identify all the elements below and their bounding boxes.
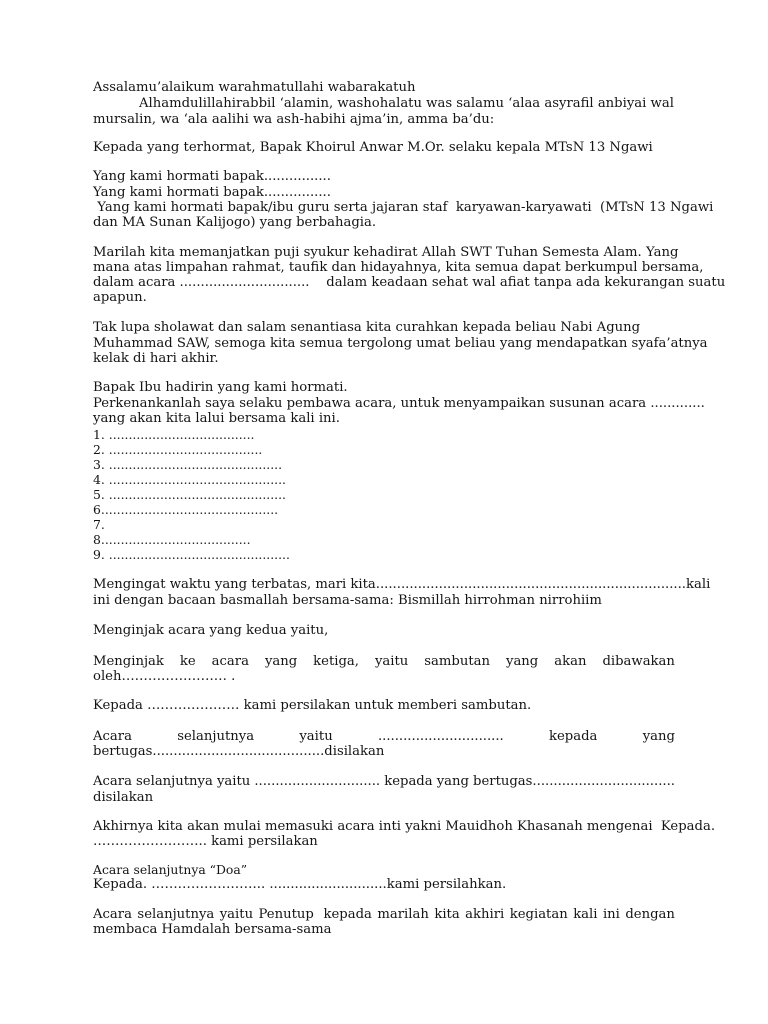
word: selanjutnya <box>137 907 215 922</box>
address-line-4b: dan MA Sunan Kalijogo) yang berbahagia. <box>93 215 377 230</box>
word: yaitu <box>219 907 254 922</box>
agenda-item: 6............................................. <box>93 502 279 517</box>
intro-line-2: Perkenankanlah saya selaku pembawa acara, untuk menyampaikan susunan acara ............. <box>93 396 705 411</box>
third-item-line-1 <box>93 654 675 670</box>
word: ini <box>602 907 620 922</box>
agenda-item: 9. .............................................. <box>93 547 290 562</box>
next-item-a-line-2: bertugas.........................................disilakan <box>93 744 385 759</box>
word: dengan <box>625 907 675 922</box>
next-item-b-line-2: disilakan <box>93 790 154 805</box>
word: yaitu <box>299 729 333 744</box>
word: Menginjak <box>93 654 164 669</box>
agenda-item: 2. ....................................... <box>93 442 263 457</box>
word: yaitu <box>374 654 409 669</box>
intro-line-1: Bapak Ibu hadirin yang kami hormati. <box>93 380 348 395</box>
address-line-3: Yang kami hormati bapak................ <box>93 185 331 200</box>
next-item-b-line-1 <box>93 774 675 790</box>
praise-line-3: dalam acara ............................... dalam keadaan sehat wal afiat tanpa ada kekurangan suatu <box>93 275 726 290</box>
word: Acara <box>93 907 132 922</box>
word: .............................. <box>254 774 381 789</box>
agenda-item: 8...................................... <box>93 532 251 547</box>
word: kepada <box>319 907 372 922</box>
praise-line-2: mana atas limpahan rahmat, taufik dan hidayahnya, kita semua dapat berkumpul bersama, <box>93 260 704 275</box>
closing-line-1 <box>93 907 675 923</box>
second-item: Menginjak acara yang kedua yaitu, <box>93 623 329 638</box>
word: .............................. <box>377 729 504 744</box>
word: Acara <box>93 774 132 789</box>
greeting-line: Assalamu’alaikum warahmatullahi wabarakatuh <box>93 80 416 95</box>
word: yang <box>642 729 675 744</box>
word: yang <box>436 774 469 789</box>
agenda-item: 1. ..................................... <box>93 427 255 442</box>
word: yang <box>264 654 298 669</box>
word: kita <box>434 907 460 922</box>
mauidhoh-line-2: …………………….. kami persilakan <box>93 834 318 849</box>
address-head: Kepada yang terhormat, Bapak Khoirul Anwar M.Or. selaku kepala MTsN 13 Ngawi <box>93 140 653 155</box>
doa-line-1: Acara selanjutnya “Doa” <box>93 862 248 877</box>
word: selanjutnya <box>177 729 255 744</box>
agenda-item: 5. ............................................. <box>93 487 286 502</box>
sambutan-line: Kepada ………………… kami persilakan untuk memberi sambutan. <box>93 698 532 713</box>
address-line-4a: Yang kami hormati bapak/ibu guru serta jajaran staf karyawan-karyawati (MTsN 13 Ngawi <box>93 200 714 215</box>
word: akhiri <box>465 907 505 922</box>
word: sambutan <box>424 654 491 669</box>
word: Penutup <box>258 907 314 922</box>
word: kepada <box>384 774 433 789</box>
word: bertugas.................................. <box>473 774 675 789</box>
agenda-item: 4. ............................................. <box>93 472 286 487</box>
praise-line-1: Marilah kita memanjatkan puji syukur kehadirat Allah SWT Tuhan Semesta Alam. Yang <box>93 245 679 260</box>
closing-line-2: membaca Hamdalah bersama-sama <box>93 922 332 937</box>
word: kegiatan <box>509 907 568 922</box>
word: ke <box>179 654 196 669</box>
word: ketiga, <box>313 654 359 669</box>
agenda-item: 7. <box>93 517 105 532</box>
basmalah-line-2: ini dengan bacaan basmallah bersama-sama: Bismillah hirrohman nirrohiim <box>93 593 602 608</box>
opening-line-2: mursalin, wa ‘ala aalihi wa ash-habihi ajma’in, amma ba’du: <box>93 112 495 127</box>
word: dibawakan <box>602 654 675 669</box>
opening-line-1: Alhamdulillahirabbil ‘alamin, washohalatu was salamu ‘alaa asyrafil anbiyai wal <box>139 96 674 111</box>
agenda-item: 3. ............................................ <box>93 457 283 472</box>
intro-line-3: yang akan kita lalui bersama kali ini. <box>93 411 340 426</box>
word: Acara <box>93 729 132 744</box>
shalawat-line-3: kelak di hari akhir. <box>93 351 219 366</box>
third-item-line-2: oleh…………………… . <box>93 669 236 684</box>
word: selanjutnya <box>136 774 213 789</box>
praise-line-4: apapun. <box>93 290 147 305</box>
shalawat-line-2: Muhammad SAW, semoga kita semua tergolong umat beliau yang mendapatkan syafa’atnya <box>93 336 708 351</box>
mauidhoh-line-1: Akhirnya kita akan mulai memasuki acara inti yakni Mauidhoh Khasanah mengenai Kepada. <box>93 819 716 834</box>
next-item-a-line-1 <box>93 729 675 745</box>
word: acara <box>211 654 249 669</box>
word: kepada <box>549 729 598 744</box>
word: yang <box>506 654 539 669</box>
doa-line-2: Kepada. …………………….. ............................kami persilahkan. <box>93 877 507 892</box>
word: yaitu <box>216 774 251 789</box>
address-line-2: Yang kami hormati bapak................ <box>93 169 331 184</box>
word: marilah <box>377 907 429 922</box>
shalawat-line-1: Tak lupa sholawat dan salam senantiasa kita curahkan kepada beliau Nabi Agung <box>93 320 641 335</box>
word: kali <box>573 907 598 922</box>
basmalah-line-1: Mengingat waktu yang terbatas, mari kita..........................................................................kali <box>93 577 711 592</box>
word: akan <box>554 654 587 669</box>
